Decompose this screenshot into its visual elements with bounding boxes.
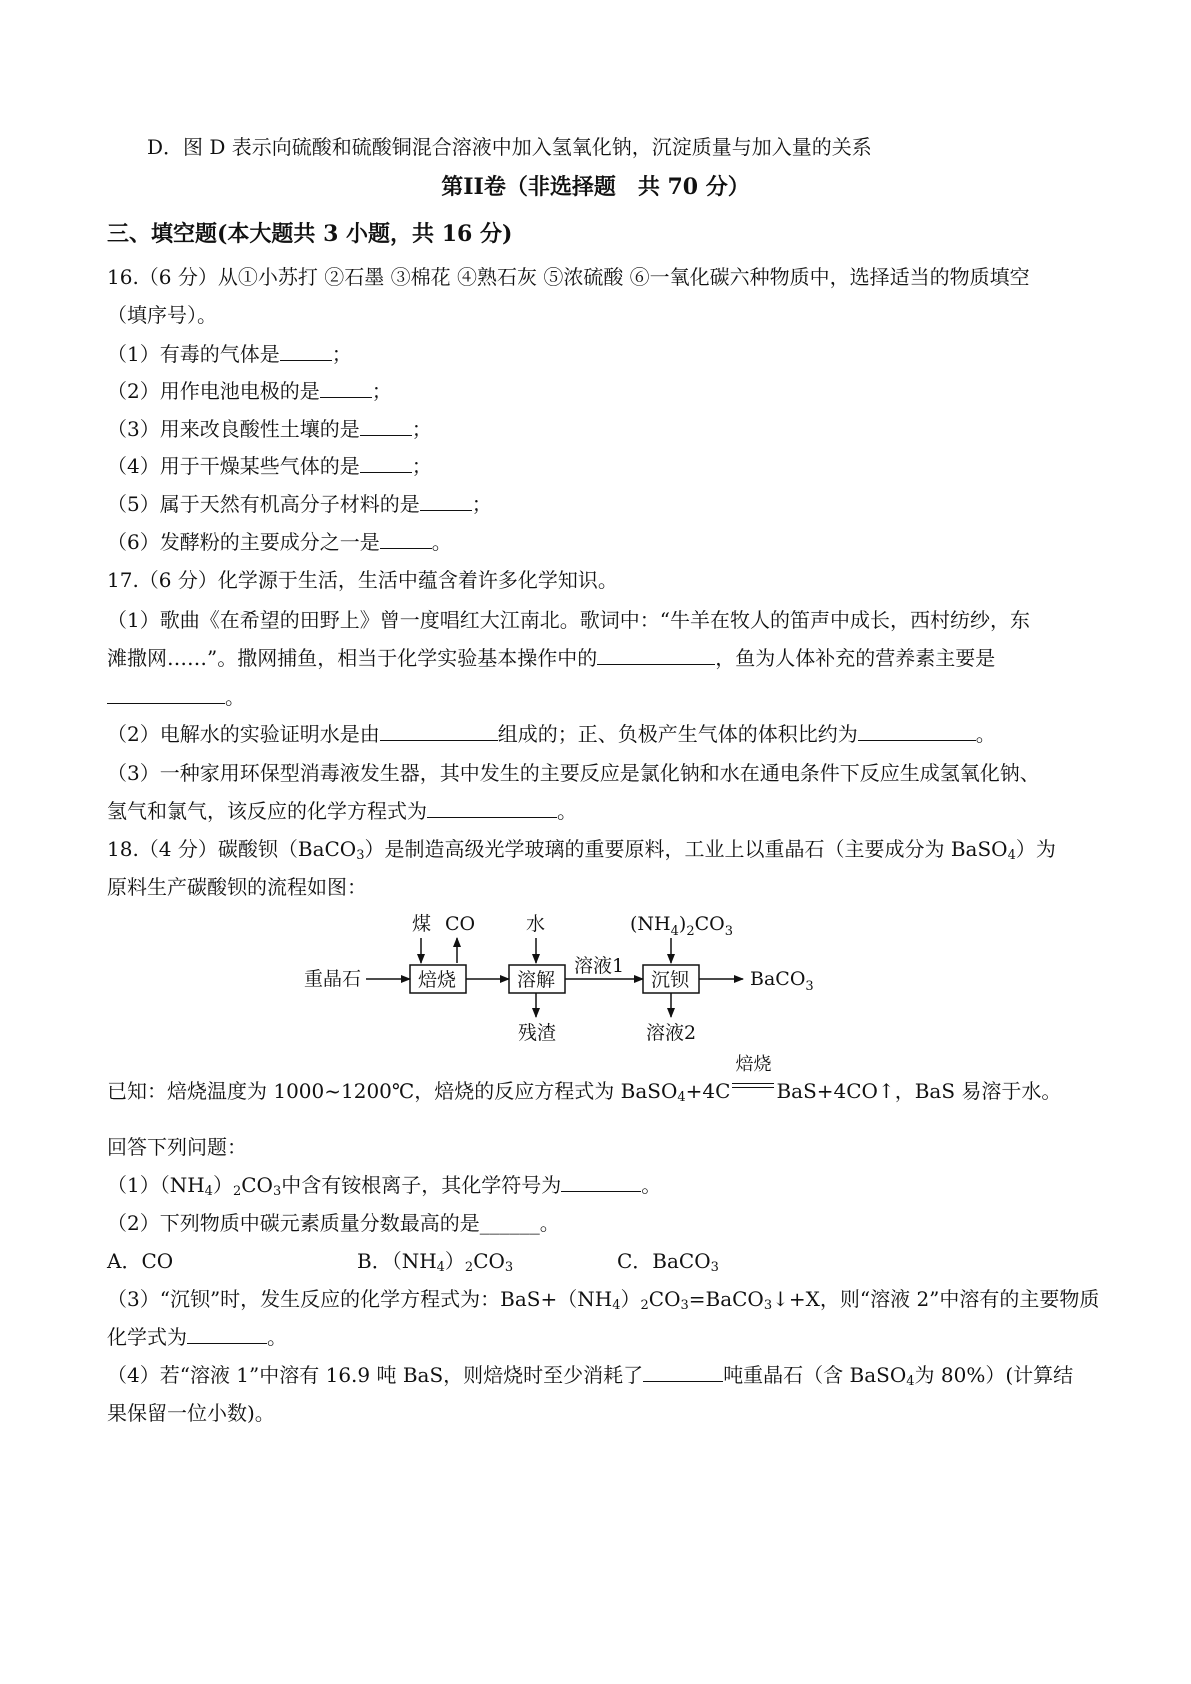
q18-sub2-options [107,1248,719,1274]
q18-stem-line1: 18.（4 分）碳酸钡（BaCO$_3$）是制造高级光学玻璃的重要原料，工业上以重晶石（主要成分为 BaSO$_4$）为 [107,837,1056,863]
q17-p2: （2）电解水的实验证明水是由 组成的；正、负极产生气体的体积比约为 。 [107,722,996,746]
q17-p3-line2: 氢气和氯气，该反应的化学方程式为 。 [107,799,577,823]
q16-item-3: （3）用来改良酸性土壤的是 ； [107,417,432,441]
answer-blank[interactable] [380,530,432,549]
q16-item-6-text: （6）发酵粉的主要成分之一是 [107,530,380,554]
answer-blank[interactable] [561,1173,641,1192]
q18-sub4-line1: （4）若“溶液 1”中溶有 16.9 吨 BaS，则焙烧时至少消耗了 吨重晶石（含 BaSO$_4$为 80%）(计算结 [107,1363,1074,1389]
answer-blank[interactable] [420,492,472,511]
q16-item-5: （5）属于天然有机高分子材料的是 ； [107,492,492,516]
q17-p1-line3: 。 [107,684,245,710]
q18-stem-line2: 原料生产碳酸钡的流程如图： [107,875,367,899]
q18-sub3-line2: 化学式为 。 [107,1325,287,1349]
dissolving-label: 溶解 [517,969,556,991]
barite-label: 重晶石 [304,968,362,990]
q16-item-5-text: （5）属于天然有机高分子材料的是 [107,492,420,516]
q16-item-2: （2）用作电池电极的是 ； [107,379,392,403]
q16-stem-line1: 16.（6 分）从①小苏打 ②石墨 ③棉花 ④熟石灰 ⑤浓硫酸 ⑥一氧化碳六种物质中，选择适当的物质填空 [107,265,1030,289]
option-a[interactable]: A．CO [107,1249,174,1273]
option-c[interactable]: C．BaCO$_3$ [617,1249,719,1275]
q18-sub4-line2: 果保留一位小数)。 [107,1401,275,1425]
option-b[interactable]: B．$(NH_4)_2CO_3$ [357,1249,514,1275]
q16-item-4: （4）用于干燥某些气体的是 ； [107,454,432,478]
section-title: 三、填空题(本大题共 3 小题，共 16 分) [107,221,513,247]
answer-blank[interactable] [360,454,412,473]
answer-blank[interactable] [643,1363,723,1382]
answer-blank[interactable] [280,342,332,361]
reaction-condition: 焙烧 [730,1078,776,1098]
q17-p1-line2: 滩撒网……”。撒网捕鱼，相当于化学实验基本操作中的 ，鱼为人体补充的营养素主要是 [107,646,996,670]
co-label: CO [445,913,476,935]
q18-sub2: （2）下列物质中碳元素质量分数最高的是______。 [107,1211,560,1235]
q17-p1-line1: （1）歌曲《在希望的田野上》曾一度唱红大江南北。歌词中：“牛羊在牧人的笛声中成长，西村纺纱，东 [107,608,1030,632]
reagent-label: $(NH_4)_2CO_3$ [630,913,733,939]
answer-blank[interactable] [360,417,412,436]
roasting-label: 焙烧 [418,969,457,991]
q16-item-4-text: （4）用于干燥某些气体的是 [107,454,360,478]
answer-blank[interactable] [187,1325,267,1344]
answer-blank[interactable] [597,646,715,665]
barium-precipitation-label: 沉钡 [651,969,690,991]
answer-blank[interactable] [858,722,976,741]
previous-option-d: D．图 D 表示向硫酸和硫酸铜混合溶液中加入氢氧化钠，沉淀质量与加入量的关系 [147,135,872,159]
q16-stem-line2: （填序号）。 [107,303,217,327]
q17-p3-line1: （3）一种家用环保型消毒液发生器，其中发生的主要反应是氯化钠和水在通电条件下反应生成氢氧化钠、 [107,761,1040,785]
q16-item-2-text: （2）用作电池电极的是 [107,379,320,403]
q16-item-1-text: （1）有毒的气体是 [107,342,280,366]
process-flow-diagram [300,905,820,1044]
water-label: 水 [526,913,546,935]
answer-blank[interactable] [427,799,557,818]
answer-blank[interactable] [380,722,498,741]
part-title: 第II卷（非选择题 共 70 分） [441,174,750,200]
product-label: BaCO$_3$ [750,968,814,994]
q16-item-1: （1）有毒的气体是 ； [107,342,352,366]
solution2-label: 溶液2 [646,1022,697,1044]
answer-blank[interactable] [320,379,372,398]
q18-sub1: $(1)(NH_4)_2CO_3$中含有铵根离子，其化学符号为 。 [107,1173,662,1199]
residue-label: 残渣 [518,1022,557,1044]
q16-item-3-text: （3）用来改良酸性土壤的是 [107,417,360,441]
q18-answer-intro: 回答下列问题： [107,1135,247,1159]
solution1-label: 溶液1 [574,955,625,977]
answer-blank[interactable] [107,685,225,704]
q18-known: 已知：焙烧温度为 1000~1200℃，焙烧的反应方程式为 BaSO$_4$+4C 焙烧 BaS+4CO↑，BaS 易溶于水。 [107,1054,1062,1105]
q17-stem: 17.（6 分）化学源于生活，生活中蕴含着许多化学知识。 [107,568,618,592]
coal-label: 煤 [412,913,432,935]
q18-sub3-line1: （3）“沉钡”时，发生反应的化学方程式为：$BaS+(NH_4)_2CO_3=BaCO_3↓+X$，则“溶液 2”中溶有的主要物质 [107,1287,1100,1313]
q16-item-6: （6）发酵粉的主要成分之一是 。 [107,530,452,554]
